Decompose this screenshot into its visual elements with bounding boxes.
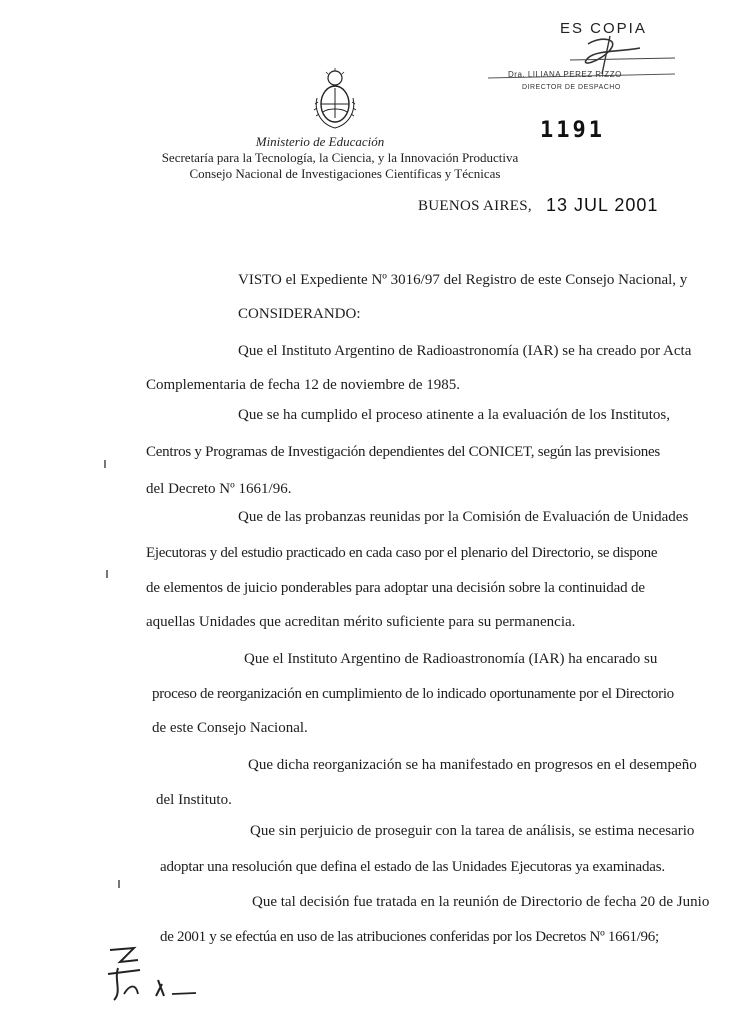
header-council: Consejo Nacional de Investigaciones Científicas y Técnicas — [189, 166, 501, 181]
considerando-heading: CONSIDERANDO: — [238, 306, 361, 322]
body-line: Que se ha cumplido el proceso atinente a la evaluación de los Institutos, — [238, 407, 670, 423]
body-line: de 2001 y se efectúa en uso de las atribuciones conferidas por los Decretos Nº 1661/96; — [160, 929, 659, 945]
body-line: Que tal decisión fue tratada en la reunión de Directorio de fecha 20 de Junio — [252, 894, 710, 910]
body-line: proceso de reorganización en cumplimiento de lo indicado oportunamente por el Directorio — [152, 686, 674, 702]
handwritten-initials-icon — [100, 944, 220, 1009]
body-line: aquellas Unidades que acreditan mérito suficiente para su permanencia. — [146, 614, 576, 630]
body-line: Que dicha reorganización se ha manifestado en progresos en el desempeño — [248, 757, 697, 773]
body-line: Que el Instituto Argentino de Radioastronomía (IAR) ha encarado su — [244, 651, 658, 667]
stamp-signer-role: DIRECTOR DE DESPACHO — [522, 84, 621, 91]
margin-mark — [118, 880, 120, 888]
body-line: Ejecutoras y del estudio practicado en cada caso por el plenario del Directorio, se dispone — [146, 545, 658, 561]
header-secretariat: Secretaría para la Tecnología, la Ciencia, y la Innovación Productiva — [161, 150, 519, 165]
body-line: del Decreto Nº 1661/96. — [146, 481, 292, 497]
body-line: adoptar una resolución que defina el estado de las Unidades Ejecutoras ya examinadas. — [160, 859, 665, 875]
margin-mark — [104, 460, 106, 468]
body-line: VISTO el Expediente Nº 3016/97 del Registro de este Consejo Nacional, y — [238, 272, 688, 288]
body-line: del Instituto. — [156, 792, 232, 808]
body-line: Que el Instituto Argentino de Radioastronomía (IAR) se ha creado por Acta — [238, 343, 692, 359]
body-line: de este Consejo Nacional. — [152, 720, 308, 736]
stamp-signer-name: Dra. LILIANA PEREZ RIZZO — [508, 70, 622, 79]
copy-stamp — [470, 14, 690, 104]
body-line: de elementos de juicio ponderables para adoptar una decisión sobre la continuidad de — [146, 580, 645, 596]
header-ministry: Ministerio de Educación — [255, 134, 385, 149]
margin-mark — [106, 570, 108, 578]
date-stamp: 13 JUL 2001 — [546, 195, 659, 215]
body-line: Que de las probanzas reunidas por la Comisión de Evaluación de Unidades — [238, 509, 689, 525]
body-line: Que sin perjuicio de proseguir con la tarea de análisis, se estima necesario — [250, 823, 695, 839]
coat-of-arms-icon — [312, 68, 358, 135]
stamp-title: ES COPIA — [560, 20, 647, 37]
date-city: BUENOS AIRES, — [418, 198, 532, 214]
body-line: Centros y Programas de Investigación dependientes del CONICET, según las previsiones — [146, 444, 661, 460]
body-line: Complementaria de fecha 12 de noviembre de 1985. — [146, 377, 461, 393]
resolution-number: 1191 — [540, 118, 605, 143]
